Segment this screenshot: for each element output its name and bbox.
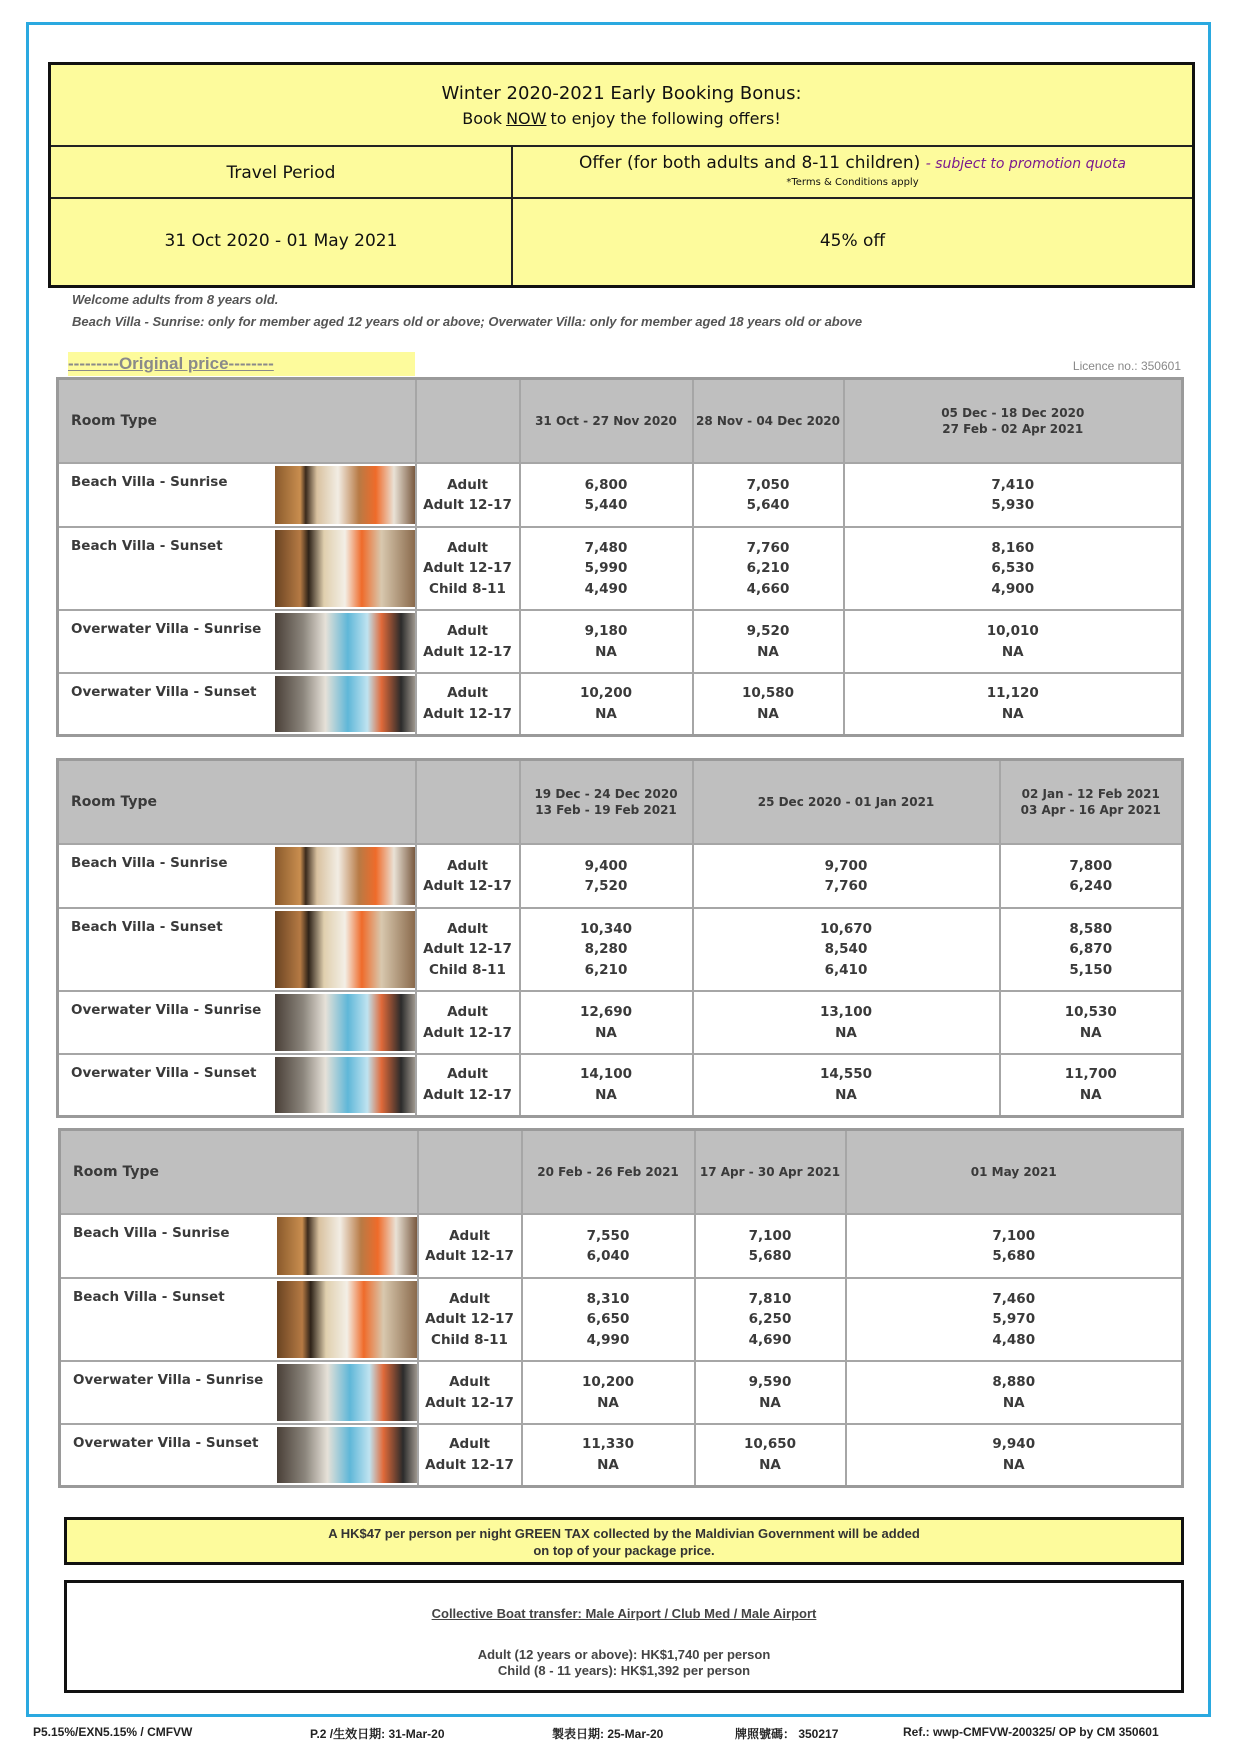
price-cell: 9,590 NA [695,1361,846,1424]
price-cell: 13,100 NA [693,991,1000,1054]
room-name-cell [58,991,416,1054]
room-photo [275,911,415,988]
boat-transfer-title: Collective Boat transfer: Male Airport / Club Med / Male Airport [431,1606,817,1621]
offer-header-cell [513,147,1192,197]
price-cell: 14,100 NA [520,1054,693,1116]
price-cell: 6,800 5,440 [520,463,693,527]
table-header [60,1130,1183,1215]
offer-header [513,153,1192,173]
room-photo [275,1057,415,1113]
table-row [58,610,1183,673]
table-row [60,1278,1183,1361]
room-name-cell [60,1214,418,1278]
price-cell: 8,580 6,870 5,150 [1000,908,1183,991]
subtitle-now: NOW [506,109,547,128]
price-cell: 9,940 NA [846,1424,1183,1486]
price-cell: 12,690 NA [520,991,693,1054]
promo-box [48,62,1195,288]
period-header: 25 Dec 2020 - 01 Jan 2021 [693,760,1000,845]
room-photo [275,847,415,905]
room-name-cell [60,1361,418,1424]
table-row [58,991,1183,1054]
period-header: 01 May 2021 [846,1130,1183,1215]
room-name-cell [58,908,416,991]
boat-transfer-box [64,1580,1184,1693]
room-name: Beach Villa - Sunrise [73,1225,230,1241]
category-cell: Adult Adult 12-17 [416,463,520,527]
category-cell: Adult Adult 12-17 [416,1054,520,1116]
original-price-label: ---------Original price-------- [68,354,274,373]
price-cell: 8,310 6,650 4,990 [522,1278,695,1361]
table-row [58,673,1183,735]
table-row [60,1361,1183,1424]
footer-page: P.2 /生效日期: 31-Mar-20 [310,1727,445,1741]
price-cell: 10,530 NA [1000,991,1183,1054]
period-header: 19 Dec - 24 Dec 2020 13 Feb - 19 Feb 2021 [520,760,693,845]
room-photo [275,613,415,670]
offer-value: 45% off [819,231,886,251]
price-cell: 10,670 8,540 6,410 [693,908,1000,991]
room-name-cell [58,844,416,908]
price-cell: 7,480 5,990 4,490 [520,527,693,610]
promo-header-row [51,147,1192,199]
price-cell: 9,520 NA [693,610,844,673]
room-photo [275,676,415,732]
category-header [418,1130,522,1215]
price-cell: 10,200 NA [522,1361,695,1424]
room-name: Overwater Villa - Sunset [71,684,257,700]
room-photo [275,994,415,1051]
room-type-header: Room Type [60,1130,418,1215]
table-row [58,844,1183,908]
travel-period-header: Travel Period [226,163,336,183]
category-cell: Adult Adult 12-17 [416,844,520,908]
category-cell: Adult Adult 12-17 Child 8-11 [416,527,520,610]
table-row [60,1424,1183,1486]
period-header: 05 Dec - 18 Dec 2020 27 Feb - 02 Apr 2021 [844,379,1183,464]
green-tax-line-1: A HK$47 per person per night GREEN TAX collected by the Maldivian Government will be added [328,1526,920,1541]
room-name: Overwater Villa - Sunrise [73,1372,264,1388]
room-photo [277,1364,417,1421]
promo-subtitle [51,109,1192,128]
price-table-3 [58,1128,1184,1488]
category-cell: Adult Adult 12-17 Child 8-11 [416,908,520,991]
price-cell: 11,700 NA [1000,1054,1183,1116]
travel-period-cell [51,199,513,285]
promo-value-row [51,199,1192,285]
room-name: Overwater Villa - Sunset [73,1435,259,1451]
table-row [58,463,1183,527]
price-cell: 9,400 7,520 [520,844,693,908]
green-tax-line-2: on top of your package price. [533,1543,715,1558]
green-tax-box [64,1517,1184,1565]
price-cell: 7,550 6,040 [522,1214,695,1278]
room-type-header: Room Type [58,379,416,464]
boat-child-price: Child (8 - 11 years): HK$1,392 per person [497,1663,751,1678]
price-cell: 7,760 6,210 4,660 [693,527,844,610]
original-price-banner [68,352,415,376]
room-photo [277,1427,417,1483]
price-cell: 10,200 NA [520,673,693,735]
offer-quota: - subject to promotion quota [925,156,1126,172]
offer-cell [513,199,1192,285]
offer-terms: *Terms & Conditions apply [786,177,919,188]
category-cell: Adult Adult 12-17 [416,610,520,673]
price-cell: 7,100 5,680 [695,1214,846,1278]
footer-code: P5.15%/EXN5.15% / CMFVW [33,1725,193,1739]
room-name-cell [58,463,416,527]
room-name: Beach Villa - Sunrise [71,855,228,871]
boat-adult-price: Adult (12 years or above): HK$1,740 per person [477,1647,771,1662]
price-cell: 8,880 NA [846,1361,1183,1424]
price-cell: 10,010 NA [844,610,1183,673]
offer-header-text: Offer (for both adults and 8-11 children) [579,153,921,173]
travel-period: 31 Oct 2020 - 01 May 2021 [164,231,398,251]
room-type-header: Room Type [58,760,416,845]
price-table-2 [56,758,1184,1118]
footer-licence: 牌照號碼： 350217 [735,1727,839,1741]
price-table-1 [56,377,1184,737]
room-name: Beach Villa - Sunset [73,1289,225,1305]
price-cell: 7,810 6,250 4,690 [695,1278,846,1361]
category-header [416,379,520,464]
promo-title-row [51,65,1192,147]
price-cell: 11,120 NA [844,673,1183,735]
room-name: Beach Villa - Sunset [71,538,223,554]
price-cell: 10,650 NA [695,1424,846,1486]
price-cell: 8,160 6,530 4,900 [844,527,1183,610]
room-name: Overwater Villa - Sunrise [71,1002,262,1018]
table-row [58,527,1183,610]
period-header: 17 Apr - 30 Apr 2021 [695,1130,846,1215]
table-row [58,1054,1183,1116]
note-line-1: Welcome adults from 8 years old. [72,292,279,307]
footer-made-date: 製表日期: 25-Mar-20 [552,1727,664,1741]
category-cell: Adult Adult 12-17 [418,1214,522,1278]
room-name-cell [58,673,416,735]
price-cell: 7,050 5,640 [693,463,844,527]
table-row [58,908,1183,991]
room-name: Beach Villa - Sunrise [71,474,228,490]
table-header [58,379,1183,464]
price-cell: 14,550 NA [693,1054,1000,1116]
period-header: 20 Feb - 26 Feb 2021 [522,1130,695,1215]
room-name-cell [58,1054,416,1116]
table-header [58,760,1183,845]
price-cell: 7,460 5,970 4,480 [846,1278,1183,1361]
room-photo [275,466,415,524]
category-cell: Adult Adult 12-17 [418,1424,522,1486]
table-row [60,1214,1183,1278]
subtitle-pre: Book [462,109,503,128]
room-photo [277,1281,417,1358]
room-name: Overwater Villa - Sunset [71,1065,257,1081]
footer-ref: Ref.: wwp-CMFVW-200325/ OP by CM 350601 [903,1725,1159,1739]
price-cell: 9,700 7,760 [693,844,1000,908]
room-name: Overwater Villa - Sunrise [71,621,262,637]
price-cell: 11,330 NA [522,1424,695,1486]
travel-period-header-cell [51,147,513,197]
price-cell: 7,800 6,240 [1000,844,1183,908]
subtitle-post: to enjoy the following offers! [550,109,781,128]
note-line-2: Beach Villa - Sunrise: only for member aged 12 years old or above; Overwater Villa: only for member aged 18 years old or above [72,314,863,329]
price-cell: 7,410 5,930 [844,463,1183,527]
price-cell: 10,580 NA [693,673,844,735]
category-cell: Adult Adult 12-17 [418,1361,522,1424]
price-cell: 9,180 NA [520,610,693,673]
room-photo [277,1217,417,1275]
category-cell: Adult Adult 12-17 Child 8-11 [418,1278,522,1361]
room-name-cell [60,1424,418,1486]
category-cell: Adult Adult 12-17 [416,673,520,735]
price-cell: 10,340 8,280 6,210 [520,908,693,991]
price-cell: 7,100 5,680 [846,1214,1183,1278]
period-header: 28 Nov - 04 Dec 2020 [693,379,844,464]
room-name-cell [58,527,416,610]
period-header: 31 Oct - 27 Nov 2020 [520,379,693,464]
period-header: 02 Jan - 12 Feb 2021 03 Apr - 16 Apr 2021 [1000,760,1183,845]
promo-title: Winter 2020-2021 Early Booking Bonus: [441,83,802,104]
category-header [416,760,520,845]
room-name: Beach Villa - Sunset [71,919,223,935]
room-name-cell [60,1278,418,1361]
category-cell: Adult Adult 12-17 [416,991,520,1054]
room-name-cell [58,610,416,673]
licence-number: Licence no.: 350601 [1072,359,1181,373]
room-photo [275,530,415,607]
